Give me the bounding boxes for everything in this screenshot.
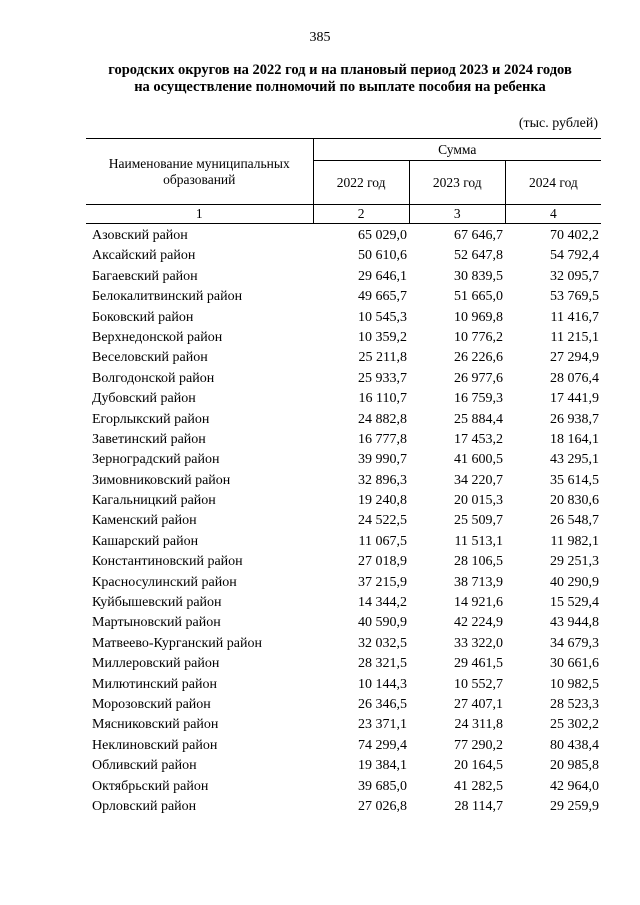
amount-2022: 23 371,1 (358, 717, 407, 733)
amount-2023: 41 282,5 (454, 778, 503, 794)
amount-2024: 25 302,2 (550, 717, 599, 733)
table-row (86, 573, 601, 593)
municipality-name: Веселовский район (92, 350, 208, 366)
amount-2023: 28 114,7 (454, 798, 503, 814)
amount-2023: 25 884,4 (454, 411, 503, 427)
amount-2023: 24 311,8 (454, 717, 503, 733)
table-header (86, 138, 601, 224)
amount-2024: 11 982,1 (550, 533, 599, 549)
amount-2024: 80 438,4 (550, 737, 599, 753)
amount-2023: 41 600,5 (454, 452, 503, 468)
table-row (86, 736, 601, 756)
amount-2024: 11 416,7 (550, 309, 599, 325)
amount-2023: 42 224,9 (454, 615, 503, 631)
municipality-name: Азовский район (92, 228, 188, 243)
amount-2024: 29 251,3 (550, 554, 599, 570)
amount-2023: 77 290,2 (454, 737, 503, 753)
table-row (86, 695, 601, 715)
municipality-name: Волгодонской район (92, 370, 215, 386)
amount-2023: 10 776,2 (454, 329, 503, 345)
column-number-2: 2 (313, 205, 409, 224)
municipality-name: Заветинский район (92, 431, 206, 447)
amount-2022: 37 215,9 (358, 574, 407, 590)
amount-2022: 19 240,8 (358, 493, 407, 509)
municipality-name: Кашарский район (92, 533, 199, 549)
amount-2023: 52 647,8 (454, 248, 503, 264)
municipality-name: Егорлыкский район (92, 411, 210, 427)
municipality-name: Мартыновский район (92, 615, 221, 631)
header-name-column: Наименование муниципальных образований (86, 139, 313, 205)
municipality-name: Зерноградский район (92, 452, 220, 468)
table-row (86, 471, 601, 491)
amount-2023: 11 513,1 (454, 533, 503, 549)
amount-2024: 28 076,4 (550, 370, 599, 386)
table-row (86, 450, 601, 470)
amount-2022: 29 646,1 (358, 268, 407, 284)
table-row (86, 797, 601, 817)
header-year-2023: 2023 год (409, 161, 505, 205)
municipality-name: Октябрьский район (92, 778, 209, 794)
amount-2024: 34 679,3 (550, 635, 599, 651)
amount-2023: 26 226,6 (454, 350, 503, 366)
amount-2022: 11 067,5 (358, 533, 407, 549)
title-line-1: городских округов на 2022 год и на плановый период 2023 и 2024 годов (108, 62, 572, 78)
amount-2024: 20 830,6 (550, 493, 599, 509)
table-row (86, 246, 601, 266)
amount-2022: 65 029,0 (358, 228, 407, 243)
table-row (86, 613, 601, 633)
table-row (86, 430, 601, 450)
amount-2024: 40 290,9 (550, 574, 599, 590)
municipality-name: Дубовский район (92, 391, 196, 407)
amount-2024: 11 215,1 (550, 329, 599, 345)
municipality-name: Матвеево-Курганский район (92, 635, 262, 651)
amount-2024: 29 259,9 (550, 798, 599, 814)
amount-2022: 10 359,2 (358, 329, 407, 345)
amount-2023: 28 106,5 (454, 554, 503, 570)
amount-2022: 74 299,4 (358, 737, 407, 753)
amount-2024: 42 964,0 (550, 778, 599, 794)
amount-2022: 25 211,8 (358, 350, 407, 366)
municipality-name: Неклиновский район (92, 737, 218, 753)
table-row (86, 511, 601, 531)
table-row (86, 348, 601, 368)
amount-2024: 28 523,3 (550, 696, 599, 712)
municipality-name: Константиновский район (92, 554, 243, 570)
amount-2024: 43 944,8 (550, 615, 599, 631)
header-year-2024: 2024 год (505, 161, 601, 205)
amount-2022: 49 665,7 (358, 289, 407, 305)
amount-2022: 32 032,5 (358, 635, 407, 651)
amount-2023: 14 921,6 (454, 595, 503, 611)
municipality-name: Обливский район (92, 758, 197, 774)
amount-2023: 10 969,8 (454, 309, 503, 325)
amount-2022: 16 777,8 (358, 431, 407, 447)
amount-2024: 43 295,1 (550, 452, 599, 468)
amount-2024: 15 529,4 (550, 595, 599, 611)
amount-2024: 17 441,9 (550, 391, 599, 407)
municipality-name: Белокалитвинский район (92, 289, 243, 305)
amount-2023: 25 509,7 (454, 513, 503, 529)
table-row (86, 654, 601, 674)
amount-2022: 39 685,0 (358, 778, 407, 794)
municipality-name: Миллеровский район (92, 656, 220, 672)
unit-label: (тыс. рублей) (518, 116, 598, 131)
amount-2022: 24 882,8 (358, 411, 407, 427)
amount-2022: 10 144,3 (358, 676, 407, 692)
table-row (86, 328, 601, 348)
title-line-2: на осуществление полномочий по выплате пособия на ребенка (134, 79, 546, 95)
table-row (86, 593, 601, 613)
table-row (86, 777, 601, 797)
municipality-name: Куйбышевский район (92, 595, 222, 611)
municipality-name: Зимовниковский район (92, 472, 231, 488)
municipality-name: Каменский район (92, 513, 197, 529)
table-row (86, 675, 601, 695)
municipality-name: Морозовский район (92, 696, 211, 712)
table-row (86, 267, 601, 287)
amount-2024: 35 614,5 (550, 472, 599, 488)
table-row (86, 532, 601, 552)
amount-2024: 32 095,7 (550, 268, 599, 284)
municipality-name: Мясниковский район (92, 717, 219, 733)
amount-2022: 24 522,5 (358, 513, 407, 529)
municipality-name: Кагальницкий район (92, 493, 216, 509)
amount-2024: 27 294,9 (550, 350, 599, 366)
amount-2024: 26 548,7 (550, 513, 599, 529)
table-row (86, 369, 601, 389)
municipality-name: Боковский район (92, 309, 194, 325)
amount-2022: 40 590,9 (358, 615, 407, 631)
amount-2024: 53 769,5 (550, 289, 599, 305)
amount-2023: 33 322,0 (454, 635, 503, 651)
document-title (60, 62, 620, 96)
table-body (86, 226, 601, 817)
municipality-name: Орловский район (92, 798, 197, 814)
amount-2023: 30 839,5 (454, 268, 503, 284)
municipality-name: Верхнедонской район (92, 329, 223, 345)
table-row (86, 308, 601, 328)
header-year-2022: 2022 год (313, 161, 409, 205)
amount-2024: 30 661,6 (550, 656, 599, 672)
header-sum: Сумма (313, 139, 601, 161)
table-row (86, 410, 601, 430)
column-number-1: 1 (86, 205, 313, 224)
table-row (86, 634, 601, 654)
table-row (86, 756, 601, 776)
amount-2022: 28 321,5 (358, 656, 407, 672)
amount-2023: 67 646,7 (454, 228, 503, 243)
amount-2023: 27 407,1 (454, 696, 503, 712)
amount-2024: 54 792,4 (550, 248, 599, 264)
table-row (86, 491, 601, 511)
amount-2024: 70 402,2 (550, 228, 599, 243)
amount-2022: 19 384,1 (358, 758, 407, 774)
amount-2023: 17 453,2 (454, 431, 503, 447)
column-number-3: 3 (409, 205, 505, 224)
page-number: 385 (309, 30, 331, 45)
amount-2023: 16 759,3 (454, 391, 503, 407)
amount-2023: 26 977,6 (454, 370, 503, 386)
table-row (86, 389, 601, 409)
amount-2022: 26 346,5 (358, 696, 407, 712)
amount-2024: 18 164,1 (550, 431, 599, 447)
amount-2023: 29 461,5 (454, 656, 503, 672)
amount-2022: 27 026,8 (358, 798, 407, 814)
amount-2022: 14 344,2 (358, 595, 407, 611)
amount-2022: 32 896,3 (358, 472, 407, 488)
amount-2023: 38 713,9 (454, 574, 503, 590)
municipality-name: Багаевский район (92, 268, 198, 284)
municipality-name: Красносулинский район (92, 574, 237, 590)
municipality-name: Милютинский район (92, 676, 218, 692)
amount-2024: 10 982,5 (550, 676, 599, 692)
table-row (86, 226, 601, 246)
amount-2023: 51 665,0 (454, 289, 503, 305)
amount-2022: 10 545,3 (358, 309, 407, 325)
amount-2023: 20 164,5 (454, 758, 503, 774)
amount-2022: 27 018,9 (358, 554, 407, 570)
table-row (86, 552, 601, 572)
amount-2022: 39 990,7 (358, 452, 407, 468)
table-row (86, 287, 601, 307)
amount-2022: 50 610,6 (358, 248, 407, 264)
amount-2023: 34 220,7 (454, 472, 503, 488)
amount-2023: 10 552,7 (454, 676, 503, 692)
column-number-4: 4 (505, 205, 601, 224)
amount-2023: 20 015,3 (454, 493, 503, 509)
amount-2024: 20 985,8 (550, 758, 599, 774)
municipality-name: Аксайский район (92, 248, 196, 264)
table-row (86, 715, 601, 735)
amount-2022: 25 933,7 (358, 370, 407, 386)
amount-2024: 26 938,7 (550, 411, 599, 427)
amount-2022: 16 110,7 (358, 391, 407, 407)
